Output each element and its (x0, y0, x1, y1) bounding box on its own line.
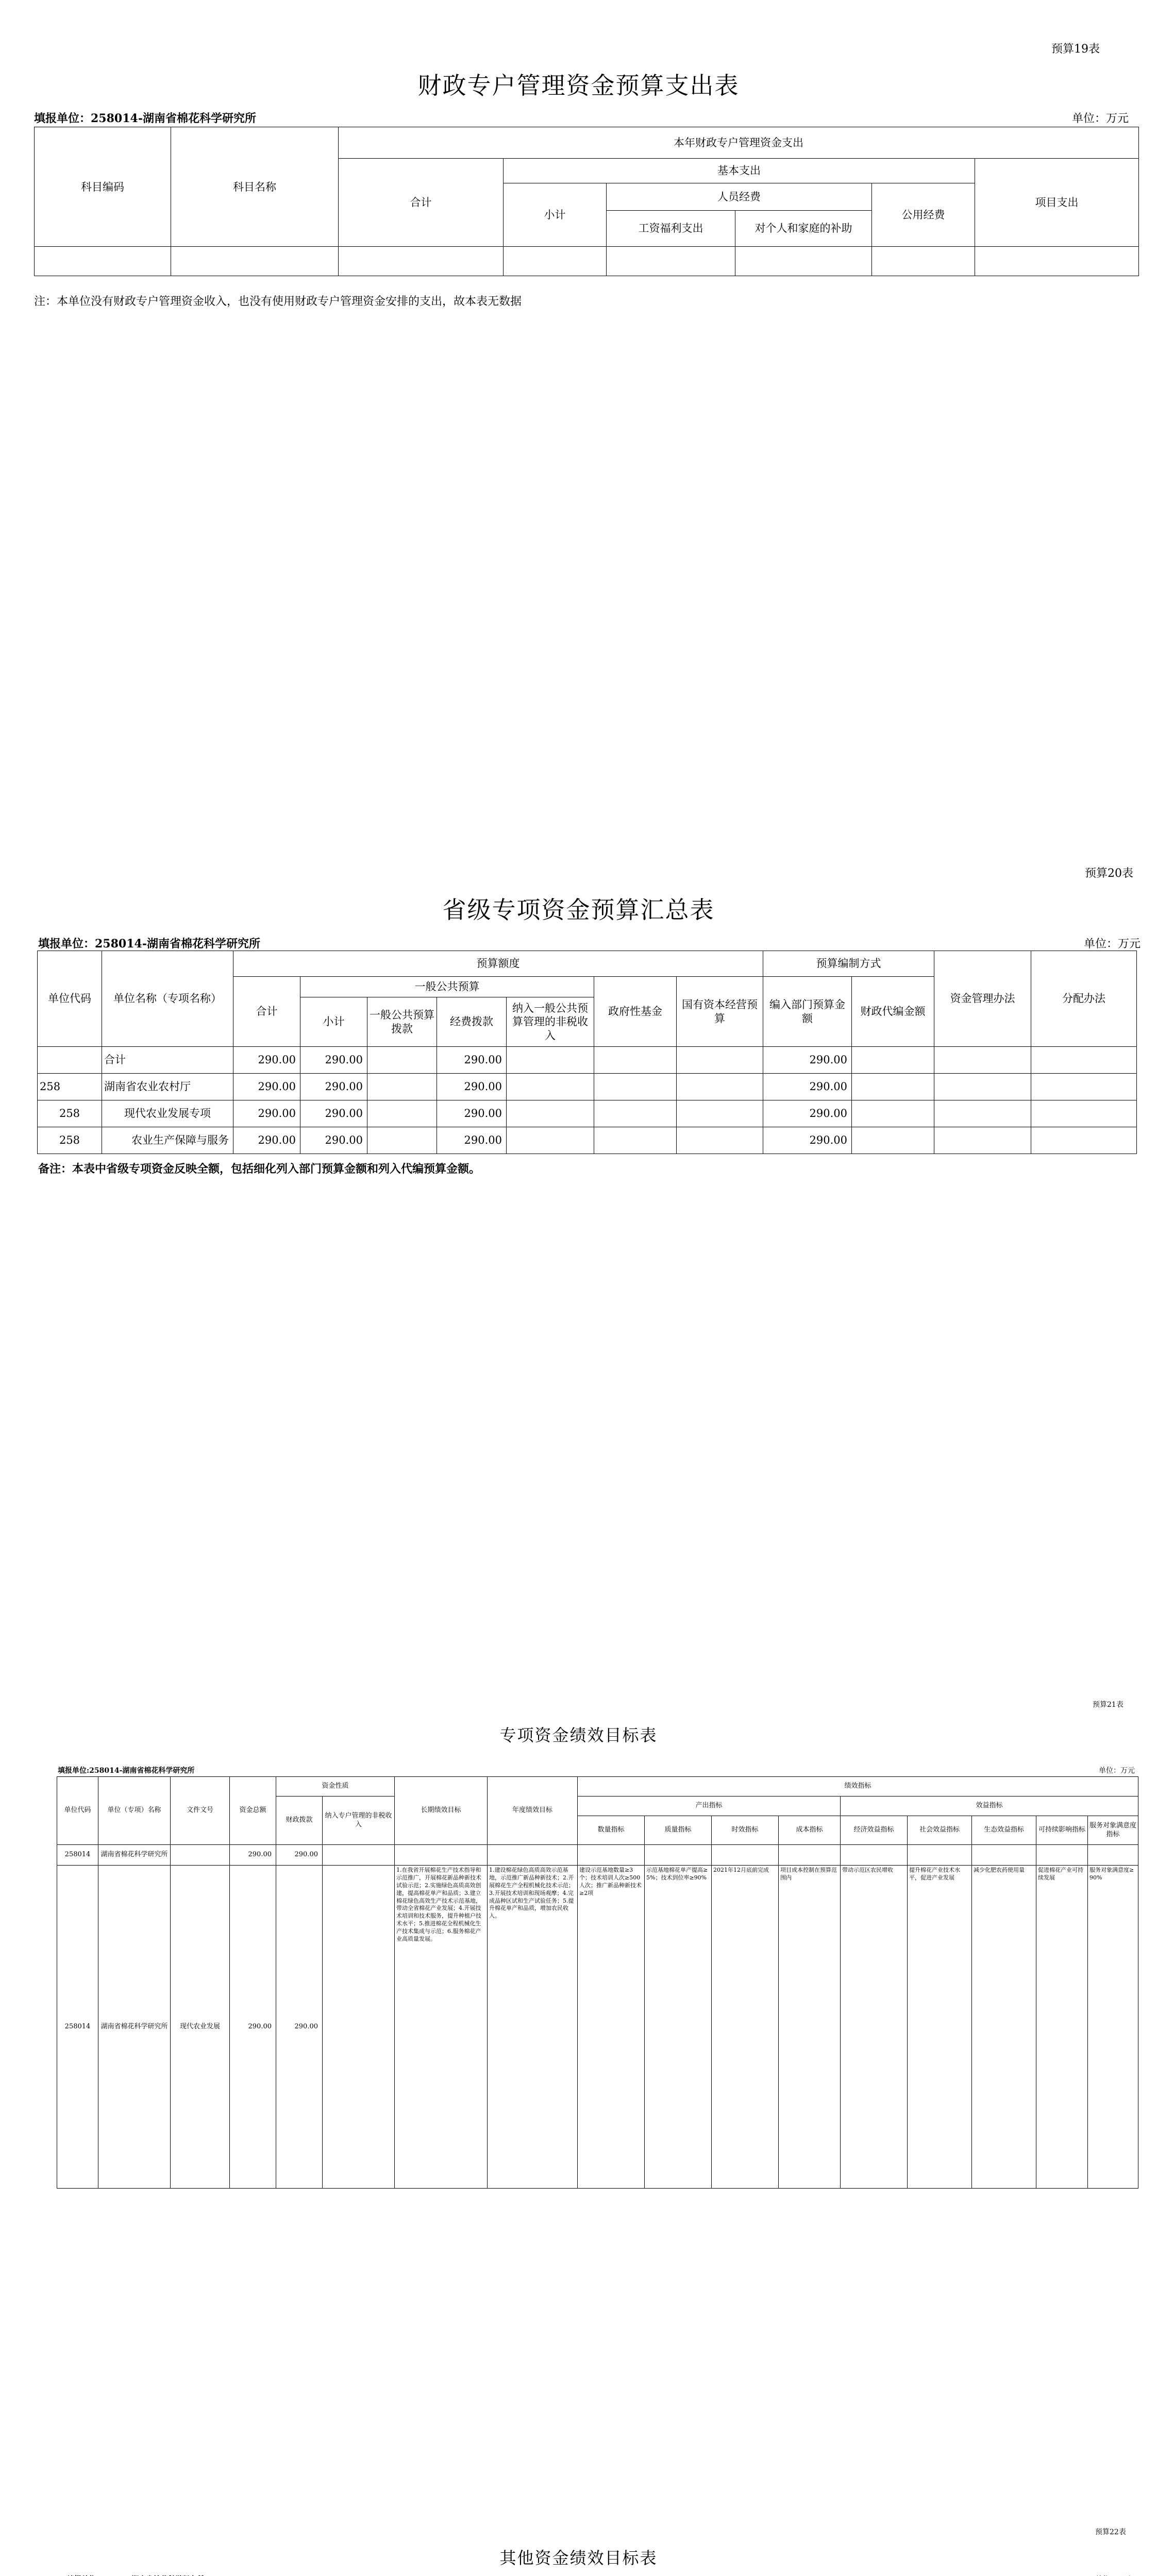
header-year: 年度绩效目标 (488, 1777, 578, 1845)
row-total: 290.00 (233, 1100, 300, 1127)
money-unit: 单位：万元 (1099, 1767, 1135, 1775)
empty-cell (735, 247, 872, 276)
row-name: 农业生产保障与服务 (102, 1127, 233, 1154)
time-text: 2021年12月底前完成 (712, 1866, 779, 2189)
header-wage: 工资福利支出 (607, 210, 735, 247)
empty-cell (712, 1845, 779, 1866)
empty-cell (645, 1845, 712, 1866)
row-wenhao: 现代农业发展 (171, 1866, 230, 2189)
empty-cell (339, 247, 504, 276)
table-tag: 预算21表 (1093, 1701, 1124, 1709)
row-fin (852, 1047, 934, 1074)
table-note: 备注：本表中省级专项资金反映全额，包括细化列入部门预算金额和列入代编预算金额。 (38, 1162, 481, 1176)
row-total: 290.00 (233, 1047, 300, 1074)
row-mgmt (934, 1074, 1031, 1100)
row-fee: 290.00 (437, 1074, 507, 1100)
header-sub: 小计 (504, 183, 607, 247)
header-econ: 经济效益指标 (841, 1816, 908, 1845)
empty-cell (488, 1845, 578, 1866)
header-source: 资金性质 (276, 1777, 395, 1797)
row-name: 湖南省棉花科学研究所 (98, 1866, 171, 2189)
header-gen2: 一般公共预算拨款 (367, 997, 437, 1047)
empty-cell (975, 247, 1139, 276)
empty-cell (171, 247, 339, 276)
row-total: 290.00 (230, 1845, 276, 1866)
row-dist (1031, 1047, 1137, 1074)
row-code: 258 (38, 1074, 102, 1100)
header-name: 科目名称 (171, 127, 339, 247)
row-fee: 290.00 (437, 1127, 507, 1154)
header-fee: 经费拨款 (437, 997, 507, 1047)
row-mgmt (934, 1100, 1031, 1127)
section-zhuanhu (0, 0, 1157, 814)
header-wenhao: 文件文号 (171, 1777, 230, 1845)
table-tag: 预算22表 (1095, 2528, 1126, 2536)
empty-cell (504, 247, 607, 276)
row-state (677, 1074, 763, 1100)
row-code: 258 (38, 1100, 102, 1127)
header-basic: 基本支出 (504, 158, 975, 183)
header-caizheng: 财政拨款 (276, 1797, 323, 1845)
header-total: 合计 (339, 158, 504, 247)
econ-text: 带动示范区农民增收 (841, 1866, 908, 2189)
header-total: 合计 (233, 977, 300, 1047)
empty-cell (578, 1845, 645, 1866)
empty-cell (1036, 1845, 1088, 1866)
header-zhuanhu: 本年财政专户管理资金支出 (339, 127, 1139, 159)
header-benefit: 效益指标 (841, 1797, 1138, 1816)
header-name: 单位名称（专项名称） (102, 951, 233, 1047)
money-unit: 单位：万元 (1084, 938, 1141, 951)
row-code: 258014 (57, 1845, 98, 1866)
row-state (677, 1127, 763, 1154)
row-dist (1031, 1074, 1137, 1100)
long-goal-text: 1.在我省开展棉花生产技术指导和示范推广，开展棉花新品种新技术试验示范；2.实施绿色高质高效创建，提高棉花单产和品质；3.建立棉花绿色高效生产技术示范基地，带动全省棉花产业发展；4.开展技术培训和技术服务，提升种植户技术水平；5.推进棉花全程机械化生产技术集成与示范；6.服务棉花产业高质量发展。 (395, 1866, 488, 2189)
qty-text: 建设示范基地数量≥3个；技术培训人次≥500人次；推广新品种新技术≥2项 (578, 1866, 645, 2189)
section-special-perf (0, 1649, 1157, 2473)
row-code (38, 1047, 102, 1074)
header-code: 单位代码 (57, 1777, 98, 1845)
row-dept: 290.00 (763, 1127, 852, 1154)
zhuanhu-table (34, 127, 1139, 276)
page-title: 财政专户管理资金预算支出表 (417, 72, 740, 99)
header-state: 国有资本经营预算 (677, 977, 763, 1047)
provincial-table (37, 951, 1137, 1154)
row-dept: 290.00 (763, 1100, 852, 1127)
header-long: 长期绩效目标 (395, 1777, 488, 1845)
row-total: 290.00 (233, 1074, 300, 1100)
header-cost: 成本指标 (779, 1816, 841, 1845)
empty-cell (323, 1866, 395, 2189)
row-sub: 290.00 (300, 1127, 367, 1154)
header-social: 社会效益指标 (908, 1816, 972, 1845)
header-other: 纳入专户管理的非税收入 (323, 1797, 395, 1845)
row-caizheng: 290.00 (276, 1866, 323, 2189)
row-fund (594, 1074, 677, 1100)
header-dept: 编入部门预算金额 (763, 977, 852, 1047)
unit-label: 填报单位：258014-湖南省棉花科学研究所 (34, 112, 256, 125)
empty-cell (1088, 1845, 1138, 1866)
row-nashui (507, 1127, 594, 1154)
header-code: 科目编码 (35, 127, 171, 247)
row-total: 290.00 (233, 1127, 300, 1154)
row-dist (1031, 1127, 1137, 1154)
header-sustain: 可持续影响指标 (1036, 1816, 1088, 1845)
unit-label (67, 2574, 204, 2576)
table-tag: 预算19表 (1051, 43, 1100, 56)
row-gen2 (367, 1127, 437, 1154)
row-fin (852, 1127, 934, 1154)
table-note: 注：本单位没有财政专户管理资金收入，也没有使用财政专户管理资金安排的支出，故本表无数据 (34, 295, 522, 308)
row-wenhao (171, 1845, 230, 1866)
year-goal-text: 1.建设棉花绿色高质高效示范基地，示范推广新品种新技术；2.开展棉花生产全程机械化技术示范；3.开展技术培训和现场观摩；4.完成品种区试和生产试验任务；5.提升棉花单产和品质，增加农民收入。 (488, 1866, 578, 2189)
row-state (677, 1100, 763, 1127)
empty-cell (323, 1845, 395, 1866)
row-fund (594, 1047, 677, 1074)
row-nashui (507, 1047, 594, 1074)
row-nashui (507, 1074, 594, 1100)
header-general: 一般公共预算 (300, 977, 594, 997)
satisfy-text: 服务对象满意度≥90% (1088, 1866, 1138, 2189)
money-unit: 单位：万元 (1072, 112, 1129, 125)
row-nashui (507, 1100, 594, 1127)
empty-cell (841, 1845, 908, 1866)
header-budget: 预算额度 (233, 951, 763, 977)
table-tag: 预算20表 (1085, 867, 1133, 880)
header-total: 资金总额 (230, 1777, 276, 1845)
row-sub: 290.00 (300, 1074, 367, 1100)
row-name: 湖南省农业农村厅 (102, 1074, 233, 1100)
money-unit (1095, 2574, 1131, 2576)
row-dept: 290.00 (763, 1074, 852, 1100)
row-gen2 (367, 1074, 437, 1100)
header-quality: 质量指标 (645, 1816, 712, 1845)
section-provincial (0, 814, 1157, 1649)
empty-cell (972, 1845, 1036, 1866)
row-code: 258 (38, 1127, 102, 1154)
row-sub: 290.00 (300, 1100, 367, 1127)
cost-text: 项目成本控制在预算范围内 (779, 1866, 841, 2189)
row-dist (1031, 1100, 1137, 1127)
unit-label: 填报单位:258014-湖南省棉花科学研究所 (58, 1767, 195, 1775)
row-code: 258014 (57, 1866, 98, 2189)
row-mgmt (934, 1047, 1031, 1074)
header-code: 单位代码 (38, 951, 102, 1047)
empty-cell (779, 1845, 841, 1866)
row-sub: 290.00 (300, 1047, 367, 1074)
header-project: 项目支出 (975, 158, 1139, 247)
row-fee: 290.00 (437, 1047, 507, 1074)
header-qty: 数量指标 (578, 1816, 645, 1845)
header-time: 时效指标 (712, 1816, 779, 1845)
empty-cell (607, 247, 735, 276)
header-family: 对个人和家庭的补助 (735, 210, 872, 247)
row-fund (594, 1100, 677, 1127)
eco-text: 减少化肥农药使用量 (972, 1866, 1036, 2189)
row-gen2 (367, 1100, 437, 1127)
empty-cell (908, 1845, 972, 1866)
header-fin: 财政代编金额 (852, 977, 934, 1047)
row-total: 290.00 (230, 1866, 276, 2189)
quality-text: 示范基地棉花单产提高≥5%；技术到位率≥90% (645, 1866, 712, 2189)
header-mgmt: 资金管理办法 (934, 951, 1031, 1047)
header-dist: 分配办法 (1031, 951, 1137, 1047)
row-name: 合计 (102, 1047, 233, 1074)
header-personnel: 人员经费 (607, 183, 872, 211)
row-fee: 290.00 (437, 1100, 507, 1127)
row-gen2 (367, 1047, 437, 1074)
empty-cell (872, 247, 975, 276)
header-method: 预算编制方式 (763, 951, 934, 977)
page-title: 其他资金绩效目标表 (499, 2548, 658, 2568)
header-nashui: 纳入一般公共预算管理的非税收入 (507, 997, 594, 1047)
row-name: 现代农业发展专项 (102, 1100, 233, 1127)
social-text: 提升棉花产业技术水平，促进产业发展 (908, 1866, 972, 2189)
header-satisfy: 服务对象满意度指标 (1088, 1816, 1138, 1845)
header-sub: 小计 (300, 997, 367, 1047)
empty-cell (35, 247, 171, 276)
empty-cell (395, 1845, 488, 1866)
row-fin (852, 1100, 934, 1127)
special-perf-table (57, 1776, 1138, 2189)
header-indicators: 绩效指标 (578, 1777, 1138, 1797)
page-title: 专项资金绩效目标表 (499, 1725, 658, 1745)
row-dept: 290.00 (763, 1047, 852, 1074)
header-public: 公用经费 (872, 183, 975, 247)
row-mgmt (934, 1127, 1031, 1154)
unit-label: 填报单位：258014-湖南省棉花科学研究所 (38, 937, 260, 951)
header-fund: 政府性基金 (594, 977, 677, 1047)
row-state (677, 1047, 763, 1074)
header-eco: 生态效益指标 (972, 1816, 1036, 1845)
page-title: 省级专项资金预算汇总表 (442, 896, 715, 924)
row-fin (852, 1074, 934, 1100)
sustain-text: 促进棉花产业可持续发展 (1036, 1866, 1088, 2189)
header-name: 单位（专项）名称 (98, 1777, 171, 1845)
section-other-perf (0, 2473, 1157, 2576)
row-caizheng: 290.00 (276, 1845, 323, 1866)
row-fund (594, 1127, 677, 1154)
header-output: 产出指标 (578, 1797, 841, 1816)
row-name: 湖南省棉花科学研究所 (98, 1845, 171, 1866)
